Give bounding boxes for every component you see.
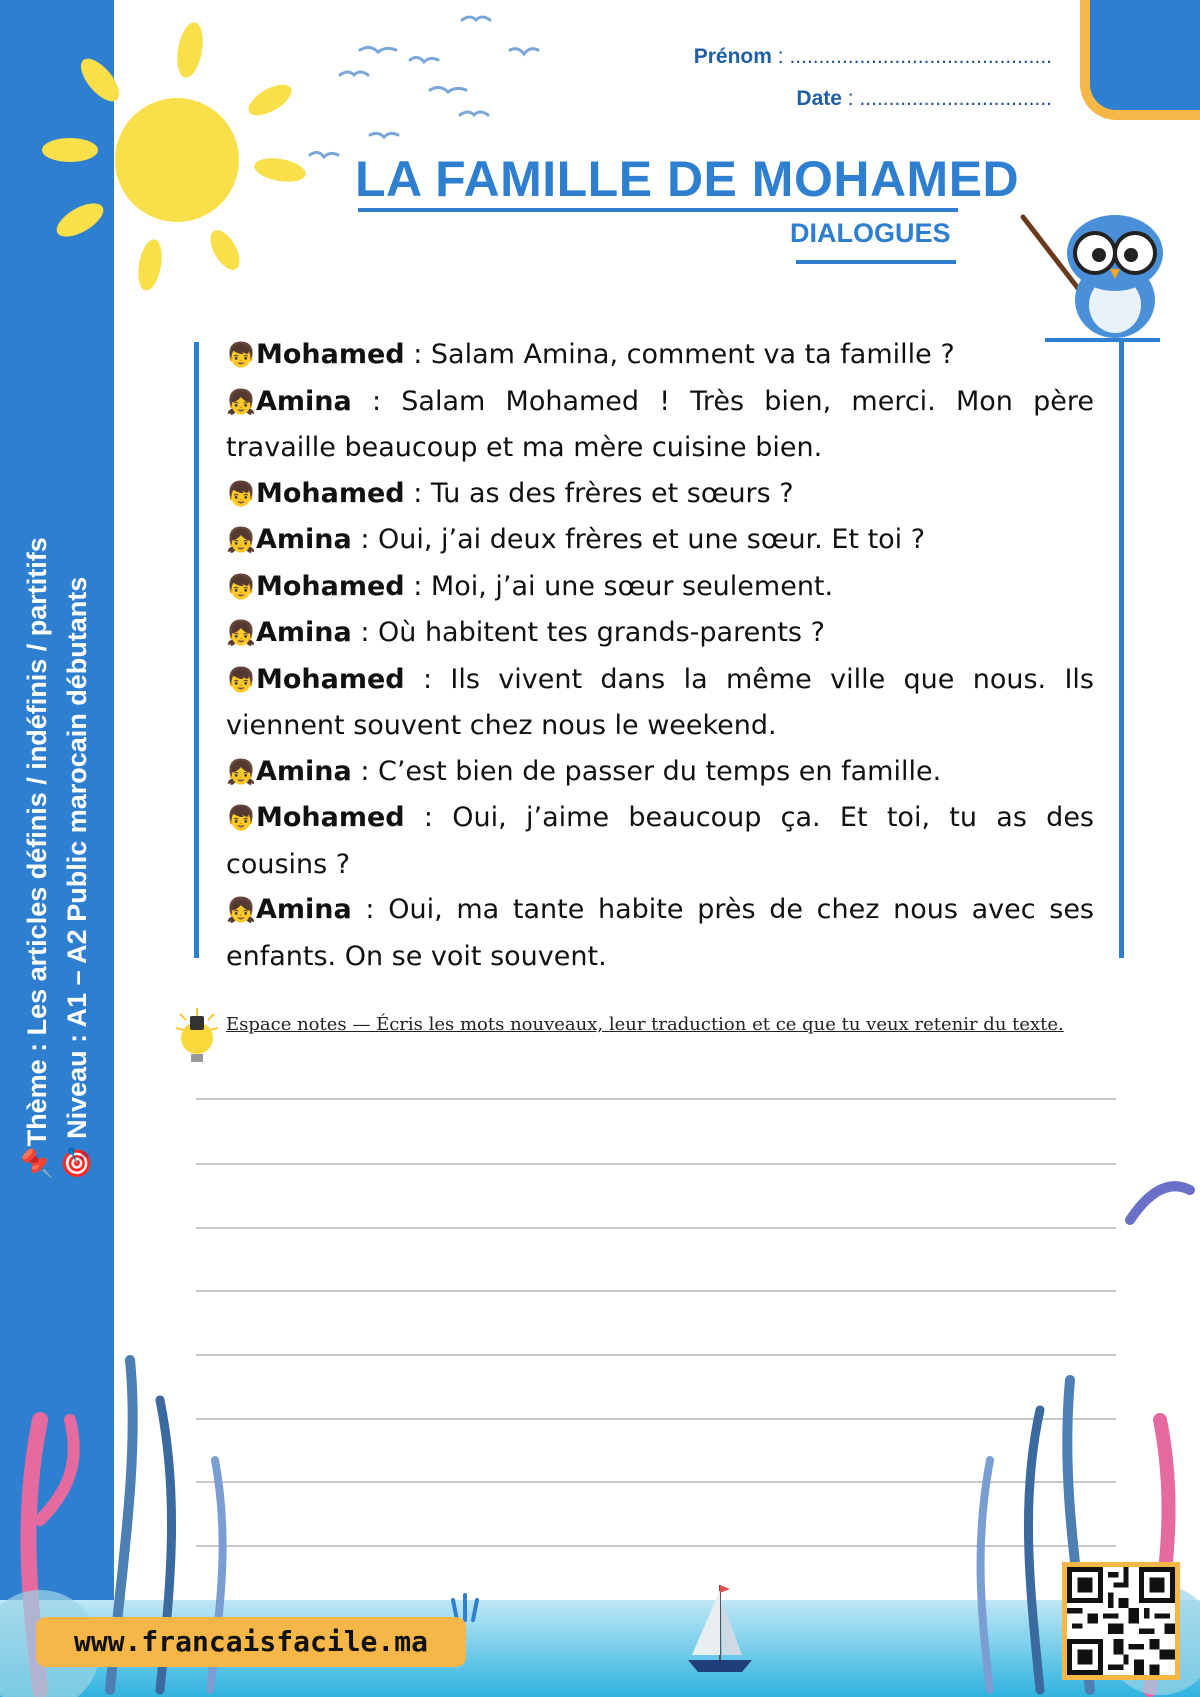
line-text: : Moi, j’ai une sœur seulement.: [404, 570, 834, 602]
boy-emoji-icon: 👦: [226, 341, 256, 369]
boy-emoji-icon: 👦: [226, 665, 256, 694]
lightbulb-icon: [172, 1006, 222, 1068]
frame-right-bar: [1119, 342, 1124, 958]
boy-emoji-icon: 👦: [226, 479, 256, 508]
speaker-name: Mohamed: [256, 802, 405, 833]
girl-emoji-icon: 👧: [226, 757, 256, 786]
boy-emoji-icon: 👦: [226, 804, 256, 832]
line-text: : Où habitent tes grands-parents ?: [351, 617, 825, 648]
speaker-name: Amina: [256, 524, 352, 555]
dialogue-line: [226, 795, 1094, 887]
dialogue-line: [226, 517, 1094, 564]
boy-emoji-icon: 👦: [226, 572, 256, 601]
date-blank: : .................................: [841, 87, 1052, 110]
girl-emoji-icon: 👧: [226, 896, 256, 924]
birds-icon: [300, 5, 600, 165]
line-text: : Salam Amina, comment va ta famille ?: [404, 339, 955, 370]
speaker-name: Mohamed: [256, 570, 405, 602]
qr-code[interactable]: [1062, 1562, 1180, 1680]
line-text: : Oui, j’aime beaucoup ça. Et toi, tu as des cousins ?: [226, 802, 1094, 880]
prenom-field[interactable]: [694, 36, 1052, 78]
speaker-name: Mohamed: [256, 663, 405, 695]
level-label: 🎯 Niveau : A1 – A2 Public marocain débutants: [62, 576, 92, 1180]
dialogue-line: [226, 471, 1094, 518]
date-field[interactable]: [694, 78, 1052, 120]
line-text: : Oui, ma tante habite près de chez nous avec ses enfants. On se voit souvent.: [226, 894, 1094, 972]
speaker-name: Mohamed: [256, 339, 405, 370]
title-underline: [358, 208, 958, 212]
date-label: Date: [796, 87, 842, 110]
speaker-name: Mohamed: [256, 477, 405, 509]
dialogue-line: [226, 332, 1094, 379]
speaker-name: Amina: [256, 894, 352, 925]
line-text: : Oui, j’ai deux frères et une sœur. Et toi ?: [351, 524, 926, 555]
girl-emoji-icon: 👧: [226, 619, 256, 647]
line-text: : Ils vivent dans la même ville que nous. Ils viennent souvent chez nous le weekend.: [226, 663, 1094, 741]
sun-icon: [40, 20, 320, 290]
page-subtitle: DIALOGUES: [790, 218, 951, 248]
girl-emoji-icon: 👧: [226, 387, 256, 416]
dialogue-line: [226, 379, 1094, 471]
speaker-name: Amina: [256, 755, 352, 787]
page-title: LA FAMILLE DE MOHAMED: [355, 151, 1020, 207]
website-link[interactable]: www.francaisfacile.ma: [36, 1617, 466, 1667]
theme-label: 📌Thème : Les articles définis / indéfinis / partitifs: [22, 537, 52, 1180]
dialogue-line: [226, 749, 1094, 796]
note-line[interactable]: [196, 1098, 1116, 1100]
student-fields: [694, 36, 1052, 120]
sailboat-icon: [680, 1580, 760, 1680]
corner-decoration: [1080, 0, 1200, 120]
notes-heading: Espace notes — Écris les mots nouveaux, leur traduction et ce que tu veux retenir du texte.: [226, 1014, 1064, 1035]
girl-emoji-icon: 👧: [226, 526, 256, 554]
line-text: : Tu as des frères et sœurs ?: [404, 477, 794, 509]
line-text: : Salam Mohamed ! Très bien, merci. Mon père travaille beaucoup et ma mère cuisine bien.: [226, 385, 1094, 463]
speaker-name: Amina: [256, 617, 352, 648]
subtitle-underline: [796, 260, 956, 264]
speaker-name: Amina: [256, 385, 352, 417]
dialogue-line: [226, 657, 1094, 749]
dialogue-line: [226, 610, 1094, 657]
line-text: : C’est bien de passer du temps en famille.: [351, 755, 942, 787]
dialogue-line: [226, 887, 1094, 979]
frame-left-bar: [194, 342, 199, 958]
prenom-blank: : .............................................: [771, 45, 1052, 68]
dialogue-text: [226, 332, 1094, 979]
owl-teacher-icon: [1015, 205, 1175, 345]
prenom-label: Prénom: [693, 45, 772, 68]
dialogue-line: [226, 564, 1094, 611]
